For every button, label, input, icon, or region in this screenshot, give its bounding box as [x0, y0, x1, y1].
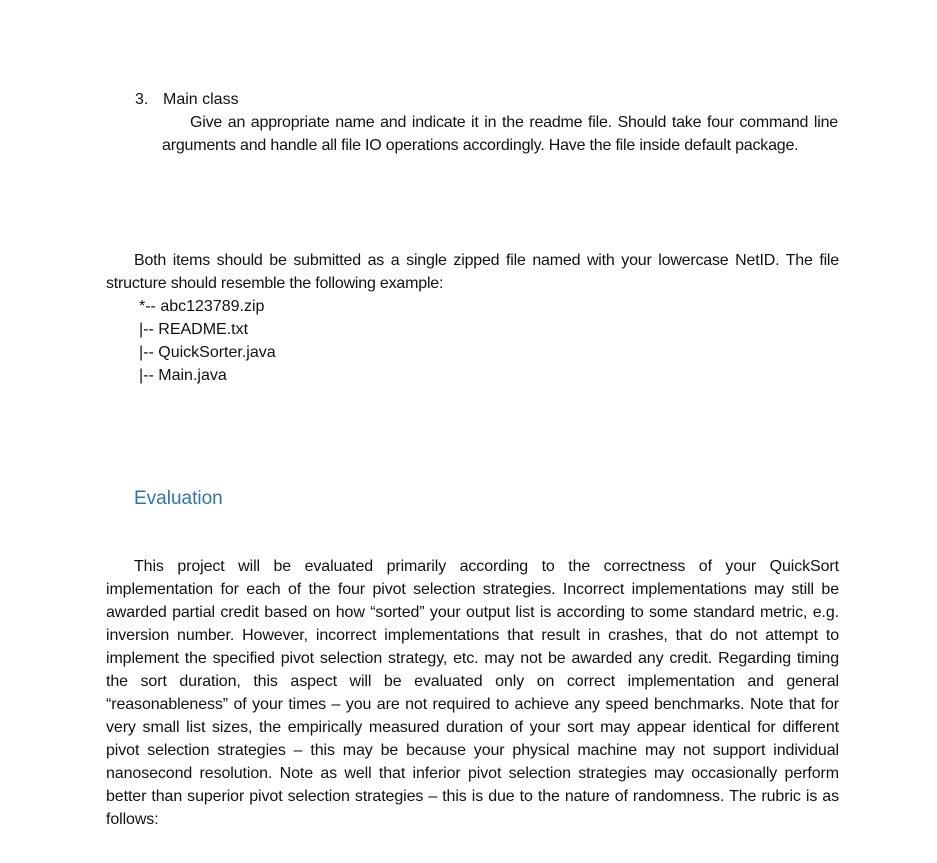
evaluation-paragraph: This project will be evaluated primarily according to the correctness of your QuickSort implementation for each of the four pivot selection strategies. Incorrect implementations may still be awarded partial credit based on how “sorted” your output list is according to some standard metric, e.g. inversion number. However, incorrect implementations that result in crashes, that do not attempt to implement the specified pivot selection strategy, etc. may not be awarded any credit. Regarding timing the sort duration, this aspect will be evaluated only on correct implementation and general “reasonableness” of your times – you are not required to achieve any speed benchmarks. Note that for very small list sizes, the empirically measured duration of your sort may appear identical for different pivot selection strategies – this may be because your physical machine may not support individual nanosecond resolution. Note as well that inferior pivot selection strategies may occasionally perform better than superior pivot selection strategies – this is due to the nature of randomness. The rubric is as follows: [106, 558, 839, 828]
list-item-title: Main class [163, 91, 239, 108]
file-structure-tree [139, 295, 276, 387]
tree-line-readme: |-- README.txt [139, 321, 249, 338]
list-number: 3. [135, 91, 149, 108]
tree-line-zip: *-- abc123789.zip [139, 298, 265, 315]
submission-paragraph: Both items should be submitted as a single zipped file named with your lowercase NetID. The file structure should resemble the following example: [106, 252, 839, 292]
section-heading-evaluation: Evaluation [134, 488, 223, 509]
list-item-body: Give an appropriate name and indicate it in the readme file. Should take four command line arguments and handle all file IO operations accordingly. Have the file inside default package. [162, 114, 838, 154]
tree-line-quicksorter: |-- QuickSorter.java [139, 344, 276, 361]
tree-line-main: |-- Main.java [139, 367, 227, 384]
